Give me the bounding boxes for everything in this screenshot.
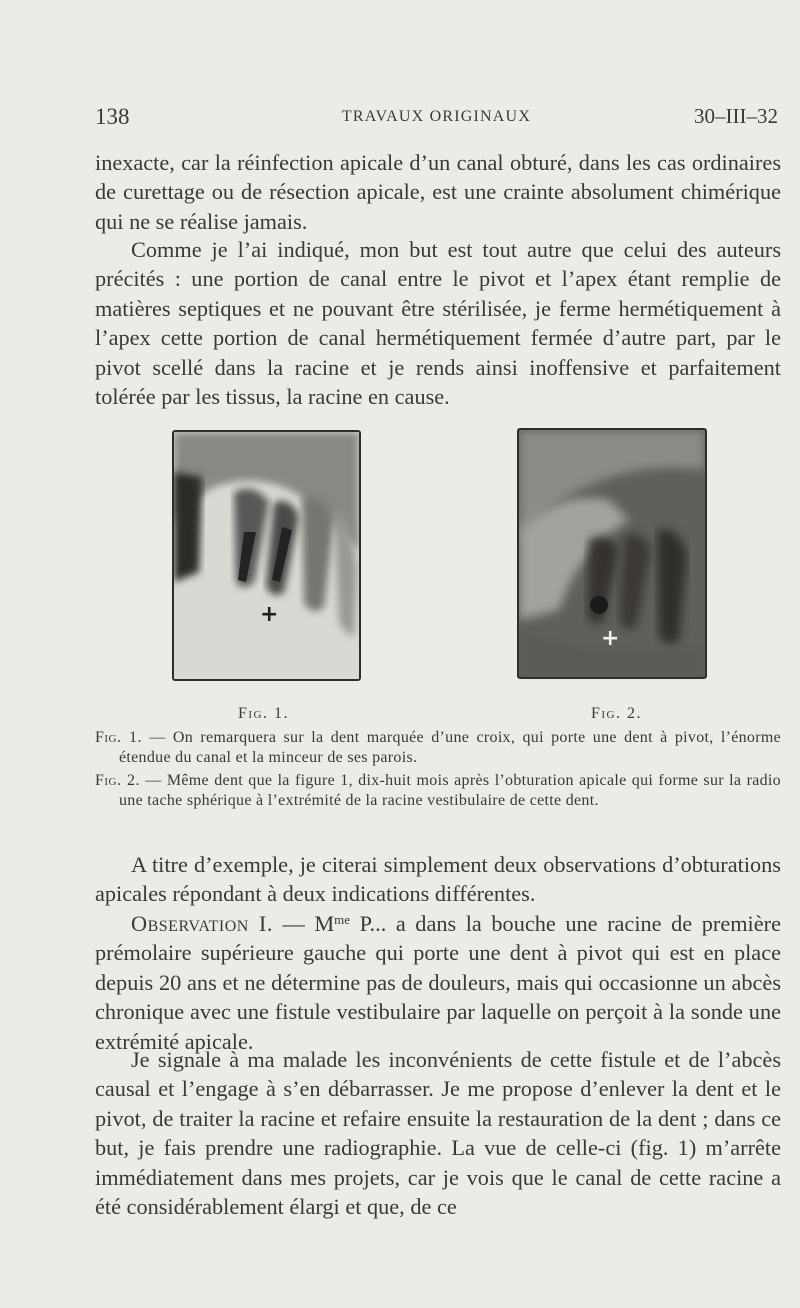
caption-1-text: — On remarquera sur la dent marquée d’une croix, qui porte une dent à pivot, l’énorme étendue du canal et la minceur de ses parois.: [119, 729, 781, 766]
observation-superscript: me: [334, 912, 351, 927]
issue-date: 30–III–32: [694, 104, 778, 128]
figure-1-radiograph: [172, 430, 361, 681]
running-title: TRAVAUX ORIGINAUX: [341, 108, 532, 125]
paragraph-examples-intro: A titre d’exemple, je citerai simplement deux observations d’obturations apicales répondant à deux indications différentes.: [95, 852, 781, 907]
figure-2-radiograph: [517, 428, 707, 679]
observation-label: Observation I.: [131, 911, 273, 936]
paragraph-treatment: Je signale à ma malade les inconvénients de cette fistule et de l’abcès causal et l’engage à s’en débarrasser. Je me propose d’enlever la dent et le pivot, de traiter la racine et refaire ensuite la restauration de la dent ; dans ce but, je fais prendre une radiographie. La vue de celle-ci (fig. 1) m’arrête immédiatement dans mes projets, car je vois que le canal de cette racine a été considérablement élargi et que, de ce: [95, 1047, 781, 1220]
figure-2-caption: [95, 771, 781, 811]
figure-1-caption: [95, 728, 781, 768]
page-number: 138: [95, 104, 130, 129]
figure-1-label: Fig. 1.: [238, 705, 290, 722]
observation-text: P... a dans la bouche une racine de première prémolaire supérieure gauche qui porte une dent à pivot qui est en place depuis 20 ans et ne détermine pas de douleurs, mais qui occasionne un abcès chronique avec une fistule vestibulaire par laquelle on perçoit à la sonde une extrémité apicale.: [95, 911, 781, 1054]
observation-dash: — M: [272, 911, 335, 936]
figure-2-label: Fig. 2.: [591, 705, 643, 722]
caption-1-label: Fig. 1.: [95, 729, 143, 746]
page-header: [95, 104, 778, 134]
caption-2-text: — Même dent que la figure 1, dix-huit mois après l’obturation apicale qui forme sur la radio une tache sphérique à l’extrémité de la racine vestibulaire de cette dent.: [119, 772, 781, 809]
caption-2-label: Fig. 2.: [95, 772, 140, 789]
paragraph-method: Comme je l’ai indiqué, mon but est tout autre que celui des auteurs précités : une portion de canal entre le pivot et l’apex étant remplie de matières septiques et ne pouvant être stérilisée, je ferme hermétiquement à l’apex cette portion de canal hermétiquement fermée d’autre part, par le pivot scellé dans la racine et je rends ainsi inoffensive et parfaitement tolérée par les tissus, la racine en cause.: [95, 237, 781, 410]
figure-2-cross-marker: +: [601, 626, 620, 651]
paragraph-observation-1: [95, 909, 781, 1056]
paragraph-continuation: inexacte, car la réinfection apicale d’un canal obturé, dans les cas ordinaires de curettage ou de résection apicale, est une crainte absolument chimérique qui ne se réalise jamais.: [95, 150, 781, 234]
figure-1-cross-marker: +: [260, 602, 279, 627]
figure-1-image: [174, 432, 359, 679]
